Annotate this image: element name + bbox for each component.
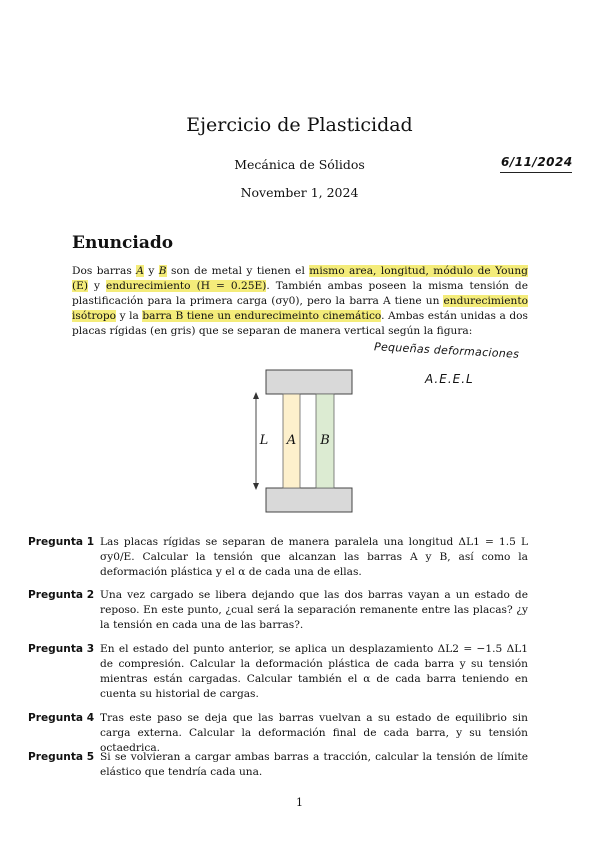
bar-b-label: B [320,433,330,448]
question-label: Pregunta 1 [28,536,95,548]
question-label: Pregunta 3 [28,643,95,655]
handwritten-underline [500,172,572,173]
bottom-plate [266,488,352,512]
question-text: Tras este paso se deja que las barras vuelvan a su estado de equilibrio sin carga externa. Calcular la deformación final de cada barra, y su tensión octaedrica. [100,712,528,754]
problem-statement: Dos barras A y B son de metal y tienen el mismo area, longitud, módulo de Young (E) y endurecimiento (H = 0.25E). También ambas poseen la misma tensión de plastificación para la primera carga (σy0), pero la barra A tiene un endurecimiento isótropo y la barra B tiene un endurecimeinto cinemático. Ambas están unidas a dos placas rígidas (en gris) que se separan de manera vertical según la figura: [72,265,528,337]
question-label: Pregunta 4 [28,712,95,724]
document-subtitle: Mecánica de Sólidos [234,157,365,172]
length-arrow-top [253,392,259,399]
document-title: Ejercicio de Plasticidad [186,114,413,136]
length-arrow-bottom [253,483,259,490]
highlight-same-properties: mismo area, longitud, módulo de Young (E) [72,265,528,292]
top-plate [266,370,352,394]
highlight-isotropic: endurecimiento isótropo [72,295,528,322]
question-text: Si se volvieran a cargar ambas barras a tracción, calcular la tensión de límite elástico que tendría cada una. [100,751,528,778]
handwritten-note-aeel: A.E.E.L [425,372,474,386]
handwritten-note-small-deformations: Pequeñas deformaciones [373,340,520,361]
question-label: Pregunta 2 [28,589,95,601]
question-text: En el estado del punto anterior, se aplica un desplazamiento ΔL2 = −1.5 ΔL1 de compresión. Calcular la deformación plástica de cada barra y su tensión mientras están cargadas. Calcular también el α de cada barra teniendo en cuenta su historial de cargas. [100,643,528,700]
bar-a-label: A [286,433,297,448]
highlight-hardening: endurecimiento (H = 0.25E) [106,280,267,292]
bars-figure [236,368,356,518]
question-text: Las placas rígidas se separan de manera paralela una longitud ΔL1 = 1.5 L σy0/E. Calcular la tensión que alcanzan las barras A y B, así como la deformación plástica y el α de cada una de ellas. [100,536,528,578]
question-label: Pregunta 5 [28,751,95,763]
length-label: L [259,433,269,448]
document-date: November 1, 2024 [240,185,359,200]
page-number: 1 [296,796,303,809]
handwritten-date: 6/11/2024 [501,155,573,169]
section-heading: Enunciado [72,233,174,253]
highlight-kinematic: barra B tiene un endurecimeinto cinemático [142,310,382,322]
question-text: Una vez cargado se libera dejando que las dos barras vayan a un estado de reposo. En este punto, ¿cual será la separación remanente entre las placas? ¿y la tensión en cada una de las barras?. [100,589,528,631]
